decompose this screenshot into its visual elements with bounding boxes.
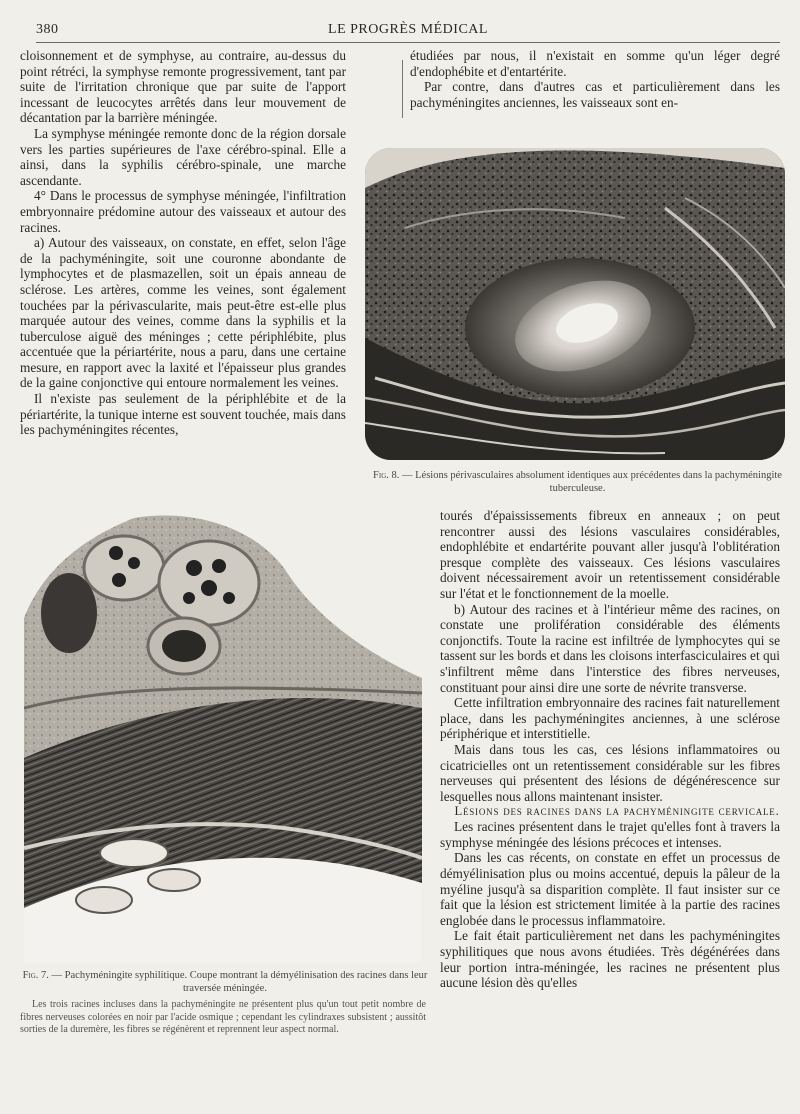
column-rule	[402, 60, 403, 118]
figure-7-label: Fig. 7.	[22, 970, 49, 981]
page-number: 380	[36, 22, 59, 37]
micrograph-fig7-image	[24, 508, 422, 962]
right-column-text	[410, 48, 780, 110]
figure-8-micrograph	[365, 148, 785, 460]
paragraph: étudiées par nous, il n'existait en somme qu'un léger degré d'endophébite et d'entartérite.	[410, 48, 780, 79]
figure-7-caption-text: — Pachyméningite syphilitique. Coupe montrant la démyélinisation des racines dans leur traversée méningée.	[48, 970, 428, 994]
paragraph: a) Autour des vaisseaux, on constate, en effet, selon l'âge de la pachyméningite, soit une couronne abondante de lymphocytes et de plasmazellen, soit un épais anneau de sclérose. Les artères, comme les veines, sont également touchées par la périvascularite, mais peut-être est-elle plus marquée autour des veines, comme dans la syphilis et la tuberculose aiguë des méninges ; cette périphlébite, plus accentuée que la périartérite, nous a paru, dans une certaine mesure, en rapport avec la laxité et l'épaisseur plus grandes de la gaine conjonctive qui entoure normalement les veines.	[20, 235, 346, 391]
paragraph: cloisonnement et de symphyse, au contraire, au-dessus du point rétréci, la symphyse remonte progressivement, tant par suite de l'irritation chronique que par suite de l'apport incessant de leucocytes arrêtés dans leur mouvement de décantation par la barrière méningée.	[20, 48, 346, 126]
paragraph: Les racines présentent dans le trajet qu'elles font à travers la symphyse méningée des lésions précoces et intenses.	[440, 819, 780, 850]
figure-8-label: Fig. 8.	[373, 470, 400, 481]
paragraph: tourés d'épaississements fibreux en anneaux ; on peut rencontrer aussi des lésions vasculaires considérables, endophlébite et endartérite pouvant aller jusqu'à l'oblitération presque complète des vaisseaux. Ces lésions vasculaires doivent nécessairement avoir un retentissement considérable sur l'état et le fonctionnement de la moelle.	[440, 508, 780, 601]
figure-8-caption-text: — Lésions périvasculaires absolument identiques aux précédentes dans la pachyméningite tuberculeuse.	[399, 470, 782, 494]
page-header	[36, 20, 780, 43]
paragraph: 4° Dans le processus de symphyse méningée, l'infiltration embryonnaire prédomine autour des vaisseaux et autour des racines.	[20, 188, 346, 235]
paragraph: Le fait était particulièrement net dans les pachyméningites syphilitiques que nous avons étudiées. Très dégénérées dans leur portion intra-méningée, les racines ne présentent plus aucune lésion dès qu'elles	[440, 928, 780, 991]
paragraph: Par contre, dans d'autres cas et particulièrement dans les pachyméningites anciennes, les vaisseaux sont en-	[410, 79, 780, 110]
paragraph: Cette infiltration embryonnaire des racines fait naturellement place, dans les pachyméningites anciennes, à une sclérose périphérique et interstitielle.	[440, 695, 780, 742]
figure-8-caption	[365, 470, 790, 495]
paragraph: Dans les cas récents, on constate en effet un processus de démyélinisation plus ou moins accentué, depuis la pâleur de la myéline jusqu'à sa disparition complète. Il faut insister sur ce fait que la lésion est strictement limitée à la partie des racines englobée dans le processus inflammatoire.	[440, 850, 780, 928]
paragraph: b) Autour des racines et à l'intérieur même des racines, on constate une prolifération considérable des éléments conjonctifs. Toute la racine est infiltrée de lymphocytes qui se tassent sur les bords et dans les cloisons interfasciculaires et qui s'infiltrent même dans l'interstice des fibres nerveuses, constituant pour ainsi dire une sorte de névrite transverse.	[440, 601, 780, 695]
figure-7-note-text: Les trois racines incluses dans la pachyméningite ne présentent plus qu'un tout petit nombre de fibres nerveuses colorées en noir par l'acide osmique ; cependant les cylindraxes subsistent ; aussitôt sorties de la duremère, les fibres se régénèrent et reprennent leur aspect normal.	[20, 999, 426, 1036]
left-column-text	[20, 48, 346, 438]
paragraph: Il n'existe pas seulement de la périphlébite et de la périartérite, la tunique interne est souvent touchée, mais dans les pachyméningites récentes,	[20, 391, 346, 438]
right-column-lower-text	[440, 508, 780, 991]
figure-7-note	[20, 999, 426, 1037]
figure-7-micrograph	[24, 508, 422, 962]
section-heading: Lésions des racines dans la pachyméningite cervicale.	[454, 804, 780, 819]
journal-title: LE PROGRÈS MÉDICAL	[328, 22, 488, 37]
micrograph-fig8-image	[365, 148, 785, 460]
paragraph: La symphyse méningée remonte donc de la région dorsale vers les parties supérieures de l'axe cérébro-spinal. Elle a ainsi, dans la syphilis cérébro-spinale, une marche ascendante.	[20, 125, 346, 188]
paragraph: Mais dans tous les cas, ces lésions inflammatoires ou cicatricielles ont un retentissement considérable sur les fibres nerveuses qui présentent des lésions de dégénérescence sur lesquelles nous allons maintenant insister.	[440, 741, 780, 804]
figure-7-caption	[20, 970, 430, 995]
